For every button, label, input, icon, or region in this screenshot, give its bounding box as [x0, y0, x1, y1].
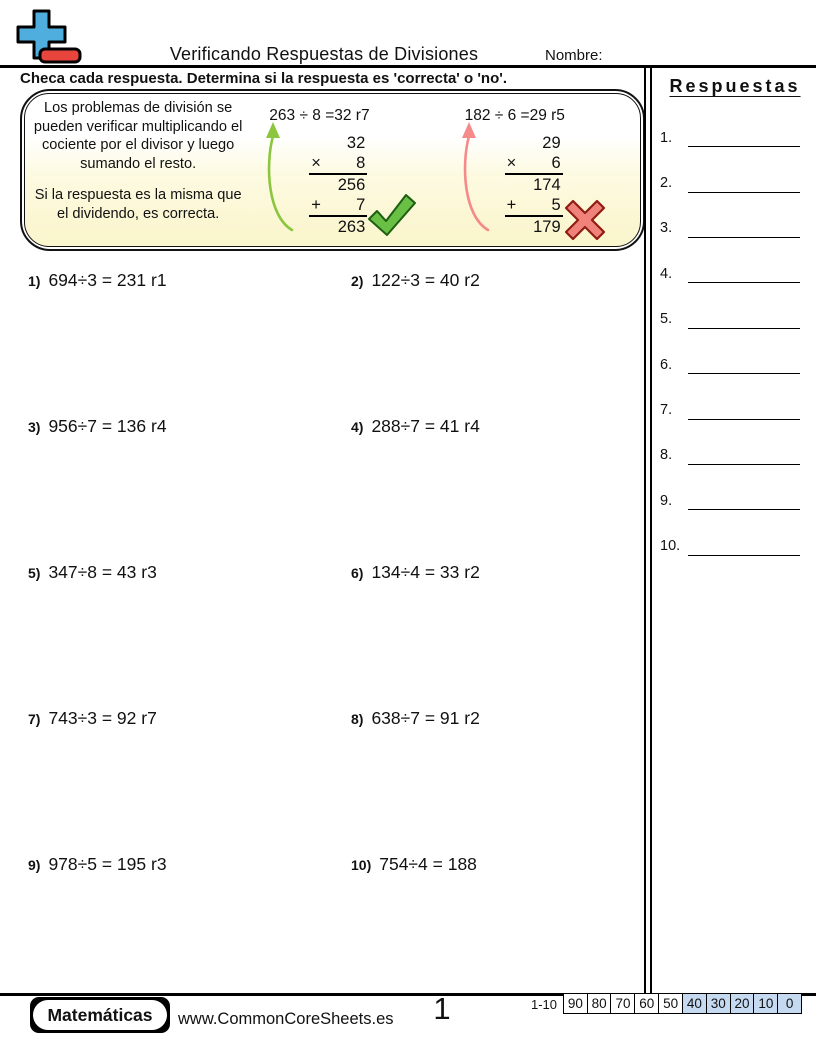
problem-number: 10) [351, 857, 372, 873]
answer-number: 1. [660, 129, 673, 146]
answer-blank-line[interactable] [688, 419, 800, 420]
answer-blank-line[interactable] [688, 192, 800, 193]
problem-expression: 694÷3 = 231 r1 [48, 270, 167, 290]
score-cell: 30 [706, 993, 731, 1014]
green-check-icon [367, 192, 417, 238]
problem-expression: 347÷8 = 43 r3 [48, 562, 157, 582]
example-incorrect-equation: 182 ÷ 6 =29 r5 [464, 107, 565, 124]
problem-expression: 134÷4 = 33 r2 [371, 562, 480, 582]
answer-blank-line[interactable] [688, 328, 800, 329]
score-cell: 70 [610, 993, 635, 1014]
divisor: 8 [356, 154, 366, 172]
answer-row-5 [654, 297, 816, 342]
example-correct-equation: 263 ÷ 8 =32 r7 [269, 107, 370, 124]
example-explanation-p2: Si la respuesta es la misma que el dividendo, es correcta. [34, 187, 242, 222]
answer-row-2 [654, 160, 816, 205]
score-cell: 40 [682, 993, 707, 1014]
answer-row-9 [654, 478, 816, 523]
answer-number: 9. [660, 492, 673, 509]
problem-number: 1) [28, 273, 41, 289]
problem-1 [0, 252, 323, 398]
problem-expression: 956÷7 = 136 r4 [48, 416, 167, 436]
answer-blank-line[interactable] [688, 464, 800, 465]
page-title: Verificando Respuestas de Divisiones [169, 44, 479, 64]
answer-row-3 [654, 206, 816, 251]
answer-number: 4. [660, 265, 673, 282]
problem-7 [0, 690, 323, 836]
answer-number: 2. [660, 175, 673, 192]
example-incorrect-work [505, 133, 563, 237]
problem-number: 7) [28, 711, 41, 727]
product: 174 [533, 176, 561, 194]
example-incorrect [445, 94, 640, 246]
score-range-label: 1-10 [531, 997, 558, 1012]
answer-row-8 [654, 433, 816, 478]
problem-number: 9) [28, 857, 41, 873]
problem-expression: 754÷4 = 188 [379, 854, 477, 874]
times-sign: × [311, 154, 321, 172]
multiply-row [309, 153, 367, 175]
page-number: 1 [433, 991, 451, 1026]
sum: 263 [337, 218, 366, 236]
problem-10 [323, 836, 646, 982]
multiply-row [505, 153, 563, 175]
score-cell: 60 [634, 993, 659, 1014]
score-cell: 80 [587, 993, 612, 1014]
example-correct-work [309, 133, 367, 237]
red-cross-icon [561, 196, 609, 244]
score-cell: 20 [730, 993, 755, 1014]
answer-blank-line[interactable] [688, 373, 800, 374]
problem-number: 4) [351, 419, 364, 435]
quotient: 29 [542, 134, 561, 152]
answer-blank-line[interactable] [688, 237, 800, 238]
problem-number: 2) [351, 273, 364, 289]
remainder: 5 [551, 196, 561, 214]
score-table [531, 993, 802, 1014]
example-box [20, 89, 645, 251]
problem-6 [323, 544, 646, 690]
example-explanation [25, 94, 249, 246]
answer-number: 3. [660, 220, 673, 237]
answer-blank-line[interactable] [688, 555, 800, 556]
answer-number: 7. [660, 402, 673, 419]
answer-row-10 [654, 524, 816, 569]
plus-sign: + [311, 196, 321, 214]
name-label: Nombre: [545, 47, 603, 64]
answer-number: 6. [660, 356, 673, 373]
answers-list [654, 115, 816, 569]
problem-number: 3) [28, 419, 41, 435]
answer-blank-line[interactable] [688, 282, 800, 283]
remainder: 7 [356, 196, 366, 214]
problem-8 [323, 690, 646, 836]
problem-number: 5) [28, 565, 41, 581]
instructions-text: Checa cada respuesta. Determina si la respuesta es 'correcta' o 'no'. [20, 70, 507, 87]
answer-number: 10. [660, 538, 681, 555]
answer-number: 5. [660, 311, 673, 328]
answer-number: 8. [660, 447, 673, 464]
problem-expression: 978÷5 = 195 r3 [48, 854, 167, 874]
brand-logo [30, 997, 170, 1033]
plus-sign: + [506, 196, 517, 214]
score-cell: 10 [753, 993, 778, 1014]
answer-row-6 [654, 342, 816, 387]
brand-label: Matemáticas [33, 1000, 167, 1030]
answer-row-4 [654, 251, 816, 296]
answer-blank-line[interactable] [688, 509, 800, 510]
answers-sidebar [654, 68, 816, 569]
red-curved-arrow-icon [457, 120, 491, 234]
problem-number: 8) [351, 711, 364, 727]
answers-title: Respuestas [669, 76, 801, 96]
score-cell: 0 [777, 993, 802, 1014]
problem-3 [0, 398, 323, 544]
problem-4 [323, 398, 646, 544]
divisor: 6 [551, 154, 561, 172]
example-correct [249, 94, 444, 246]
problems-grid [0, 252, 646, 982]
score-cell: 90 [563, 993, 588, 1014]
times-sign: × [506, 154, 517, 172]
answer-row-7 [654, 387, 816, 432]
add-row [505, 195, 563, 217]
problem-number: 6) [351, 565, 364, 581]
problem-9 [0, 836, 323, 982]
problem-expression: 288÷7 = 41 r4 [371, 416, 480, 436]
answer-blank-line[interactable] [688, 146, 800, 147]
problem-2 [323, 252, 646, 398]
example-explanation-p1: Los problemas de división se pueden verificar multiplicando el cociente por el divisor y luego sumando el resto. [33, 100, 243, 172]
problem-expression: 743÷3 = 92 r7 [48, 708, 157, 728]
quotient: 32 [346, 134, 366, 152]
sum: 179 [533, 218, 561, 236]
product: 256 [337, 176, 366, 194]
problem-5 [0, 544, 323, 690]
problem-expression: 638÷7 = 91 r2 [371, 708, 480, 728]
score-cell: 50 [658, 993, 683, 1014]
sidebar-divider [644, 68, 652, 993]
add-row [309, 195, 367, 217]
problem-expression: 122÷3 = 40 r2 [371, 270, 480, 290]
website-url: www.CommonCoreSheets.es [178, 1010, 394, 1028]
example-box-inner [24, 93, 641, 247]
answer-row-1 [654, 115, 816, 160]
green-curved-arrow-icon [261, 120, 295, 234]
